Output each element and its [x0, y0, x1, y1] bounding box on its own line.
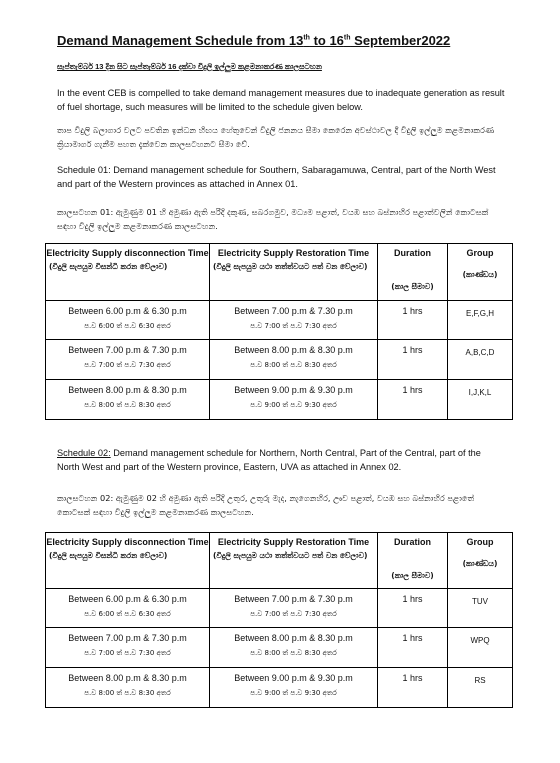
schedule1-heading-si: කාලසටහන 01: ඇමුණුම 01 හි අමුණා ඇති පරිදි දකුණ, සබරගමුව, මධ්‍යම පළාත්, වයඹ සහ බස්නාහිර පළාත්වලින් කොටසක් සඳහා විදුලි ඉල්ලුම කළමනාකරණ කාලසටහන. [57, 207, 489, 231]
header-restore: Electricity Supply Restoration Time (විදුලි සැපයුම යථා තත්ත්වයට පත් වන වේලාව) [210, 533, 378, 589]
document-title: Demand Management Schedule from 13th to 16th September2022 [57, 33, 451, 48]
table-row: Between 6.00 p.m & 6.30 p.m ප.ව 6:00 ත් ප.ව 6:30 අතර Between 7.00 p.m & 7.30 p.m ප.ව 7:00 ත් ප.ව 7:30 අතර 1 hrs TUV [46, 589, 513, 628]
table-row: Between 8.00 p.m & 8.30 p.m ප.ව 8:00 ත් ප.ව 8:30 අතර Between 9.00 p.m & 9.30 p.m ප.ව 9:00 ත් ප.ව 9:30 අතර 1 hrs RS [46, 668, 513, 708]
intro-paragraph-en: In the event CEB is compelled to take demand management measures due to inadequate generation as result of fuel shortage, such measures will be limited to the schedule given below. [57, 88, 505, 112]
header-duration: Duration (කාල සීමාව) [378, 244, 448, 301]
header-disconnect: Electricity Supply disconnection Time (විදුලි සැපයුම විසන්ධි කරන වේලාව) [46, 244, 210, 301]
schedule1-heading: Schedule 01: Demand management schedule for Southern, Sabaragamuwa, Central, part of the North West and part of the Western provinces as attached in Annex 01. [57, 165, 496, 189]
table-row: Between 7.00 p.m & 7.30 p.m ප.ව 7:00 ත් ප.ව 7:30 අතර Between 8.00 p.m & 8.30 p.m ප.ව 8:00 ත් ප.ව 8:30 අතර 1 hrs A,B,C,D [46, 340, 513, 380]
table-row: Between 6.00 p.m & 6.30 p.m ප.ව 6:00 ත් ප.ව 6:30 අතර Between 7.00 p.m & 7.30 p.m ප.ව 7:00 ත් ප.ව 7:30 අතර 1 hrs E,F,G,H [46, 301, 513, 340]
table-row: Between 8.00 p.m & 8.30 p.m ප.ව 8:00 ත් ප.ව 8:30 අතර Between 9.00 p.m & 9.30 p.m ප.ව 9:00 ත් ප.ව 9:30 අතර 1 hrs I,J,K,L [46, 380, 513, 420]
schedule1-table [45, 243, 513, 420]
header-duration: Duration (කාල සීමාව) [378, 533, 448, 589]
schedule2-heading: Schedule 02: Demand management schedule for Northern, North Central, Part of the Central, part of the North West and part of the Western province, Eastern, UVA as attached in Annex 02. [57, 448, 481, 472]
header-group: Group (කාණ්ඩය) [448, 244, 513, 301]
intro-paragraph-si: තාප විදුලි බලාගාර වලට පවතින ඉන්ධන හිඟය හේතුවෙන් විදුලි ජනනය සීමා කෙරෙන අවස්ථාවල දී විදුලි ඉල්ලුම කළමනාකරණ ක්‍රියාමාර්ග ගැනීම පහත දැක්වෙන කාලසටහනට සීමා වේ. [57, 125, 495, 149]
table-row: Between 7.00 p.m & 7.30 p.m ප.ව 7:00 ත් ප.ව 7:30 අතර Between 8.00 p.m & 8.30 p.m ප.ව 8:00 ත් ප.ව 8:30 අතර 1 hrs WPQ [46, 628, 513, 668]
header-restore: Electricity Supply Restoration Time (විදුලි සැපයුම යථා තත්ත්වයට පත් වන වේලාව) [210, 244, 378, 301]
sinhala-title: සැප්තැම්බර් 13 දින සිට සැප්තැම්බර් 16 දක්වා විදුලි ඉල්ලුම කළමනාකරණ කාලසටහන [57, 62, 322, 71]
schedule2-heading-si: කාලසටහන 02: ඇමුණුම 02 හි අමුණා ඇති පරිදි උතුර, උතුරු මැද, නැගෙනහිර, ඌව පළාත්, වයඹ සහ බස්නාහිර පළාතේ කොටසක් සඳහා විදුලි ඉල්ලුම කළමනාකරණ කාලසටහන. [57, 493, 475, 517]
header-disconnect: Electricity Supply disconnection Time (විදුලි සැපයුම විසන්ධි කරන වේලාව) [46, 533, 210, 589]
table-header-row [46, 533, 513, 589]
schedule2-table [45, 532, 513, 708]
table-header-row [46, 244, 513, 301]
header-group: Group (කාණ්ඩය) [448, 533, 513, 589]
